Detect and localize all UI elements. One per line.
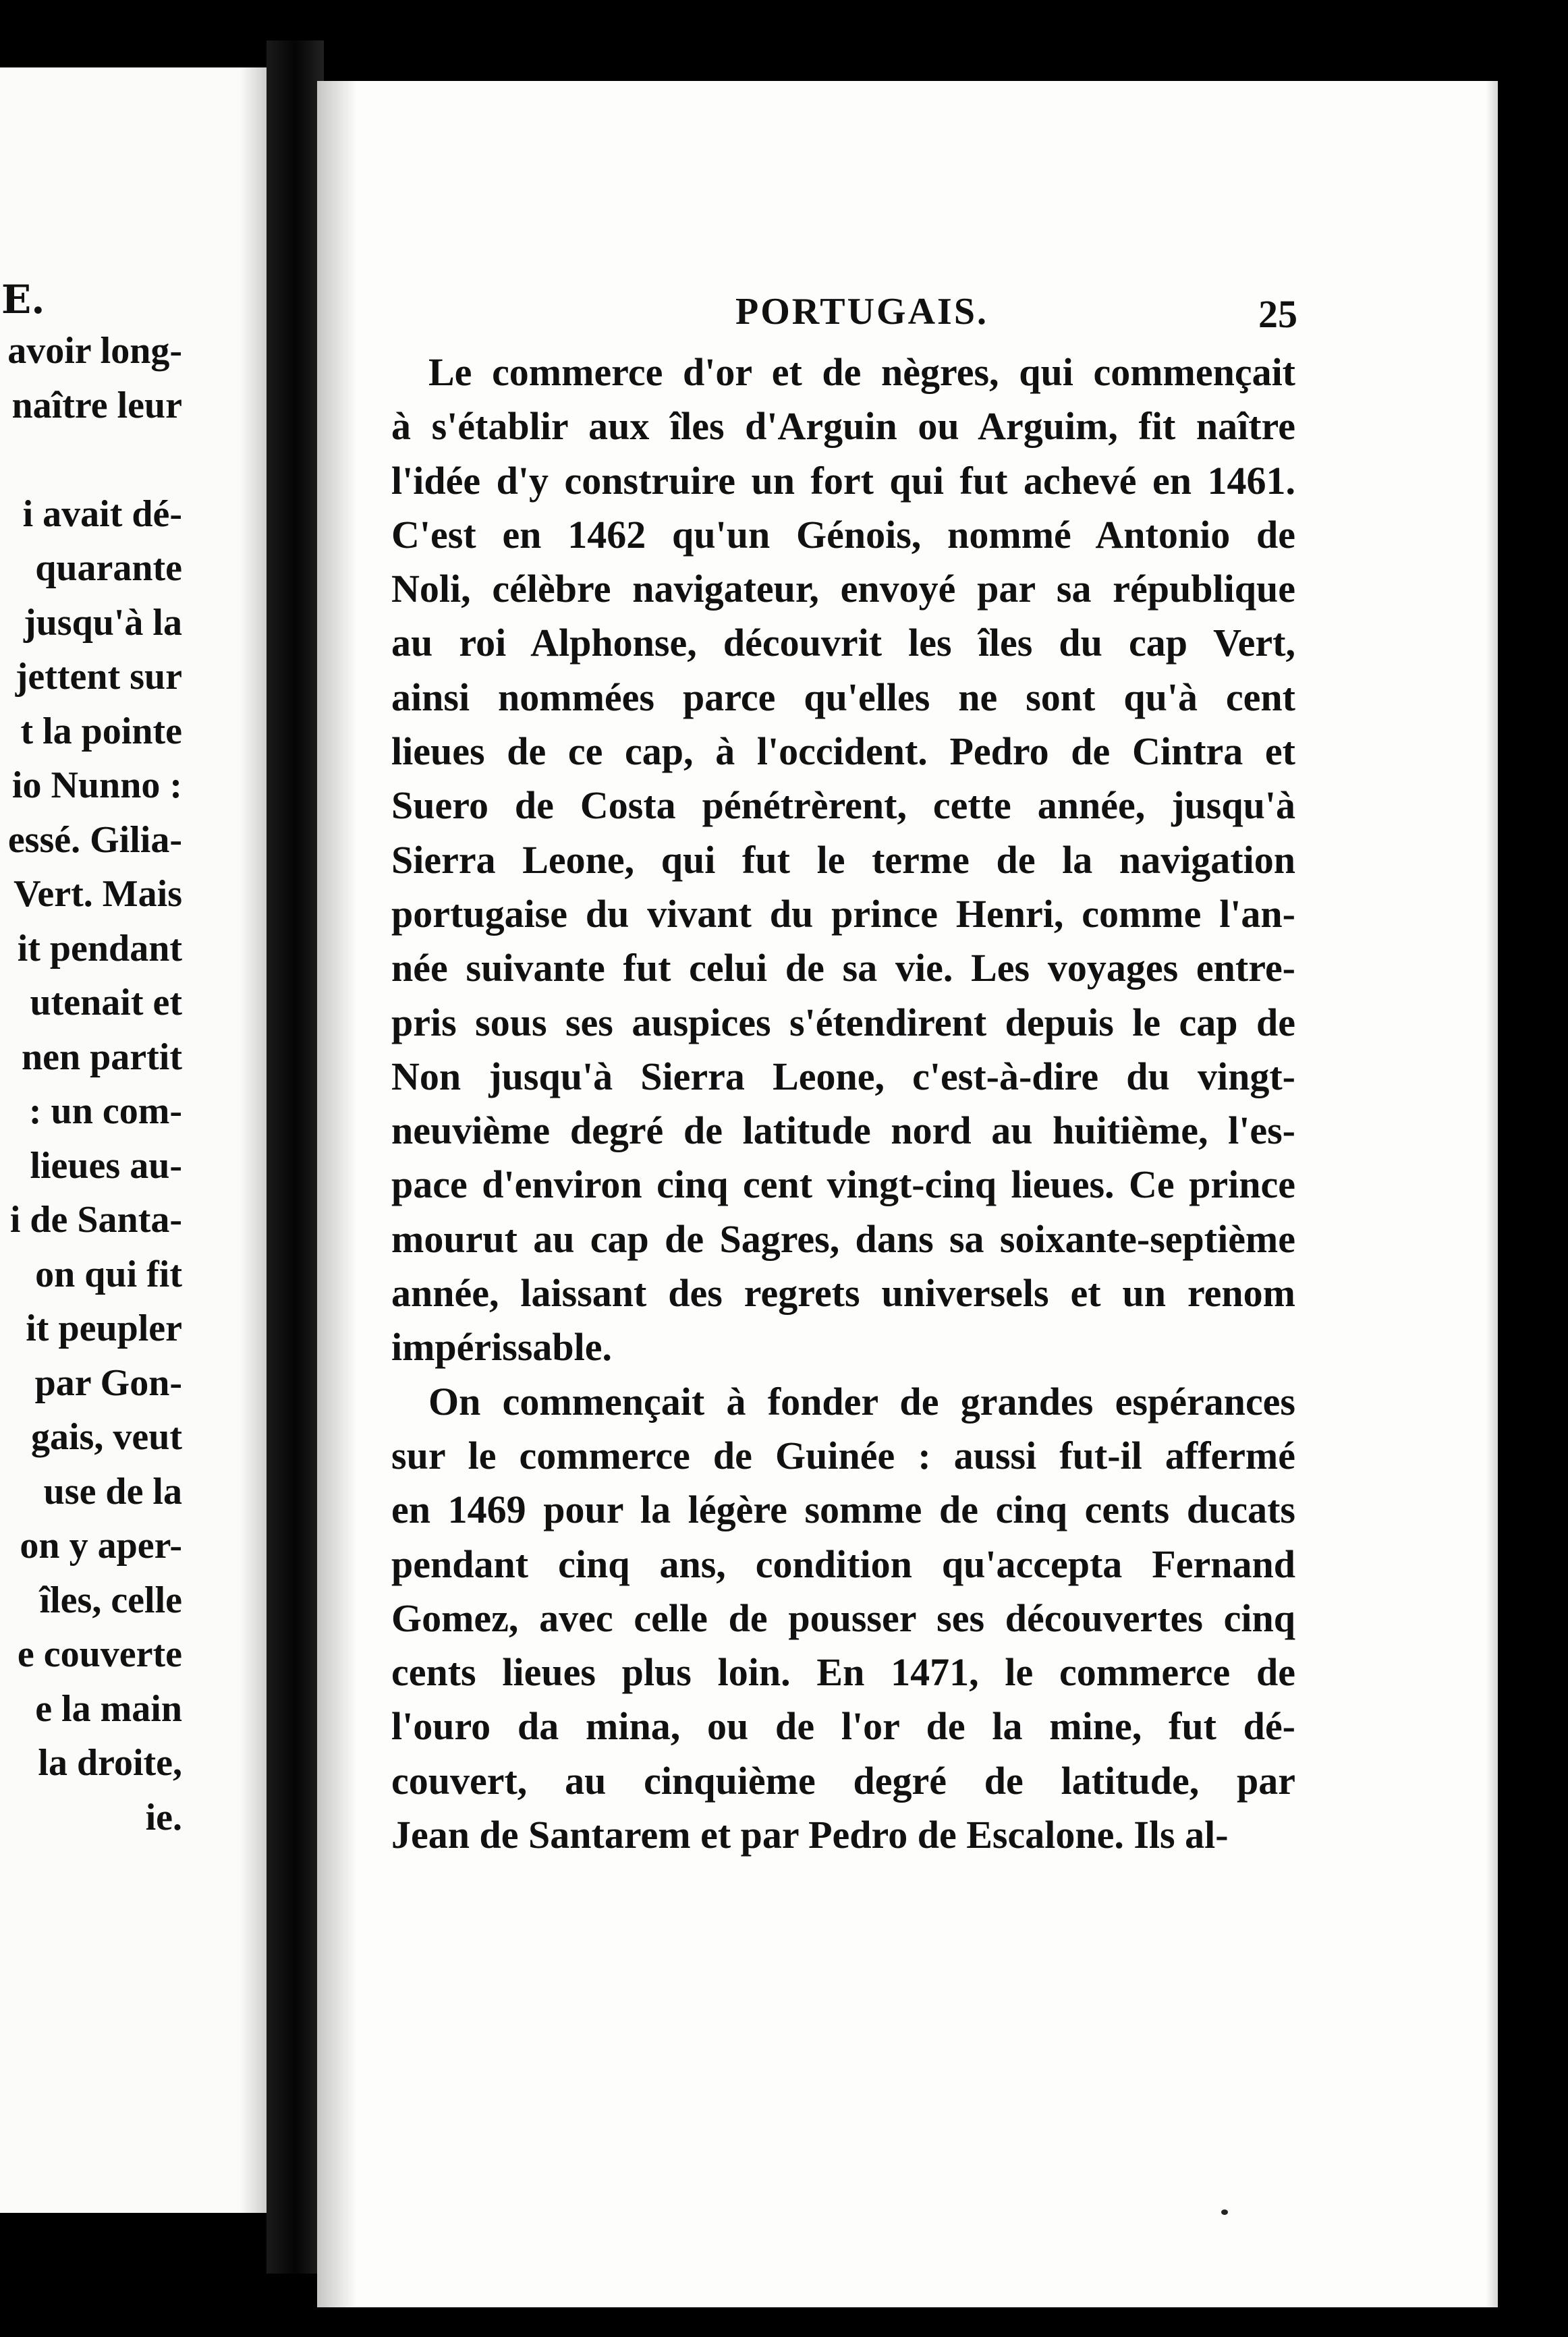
left-page-line bbox=[0, 432, 182, 487]
left-page-line: it peupler bbox=[26, 1307, 182, 1349]
paragraph-line: Noli, célèbre navigateur, envoyé par sa république bbox=[391, 567, 1295, 611]
paragraph-line: l'idée d'y construire un fort qui fut achevé en 1461. bbox=[391, 458, 1295, 503]
paragraph-line: cents lieues plus loin. En 1471, le commerce de bbox=[391, 1650, 1295, 1695]
paragraph-line: au roi Alphonse, découvrit les îles du cap Vert, bbox=[391, 621, 1295, 665]
paragraph-line: Sierra Leone, qui fut le terme de la navigation bbox=[391, 837, 1295, 882]
running-title: PORTUGAIS. bbox=[735, 291, 988, 333]
paragraph-line: pendant cinq ans, condition qu'accepta Fernand bbox=[391, 1542, 1295, 1586]
paragraph-line: Gomez, avec celle de pousser ses découvertes cinq bbox=[391, 1596, 1295, 1640]
left-page-line: on qui fit bbox=[35, 1253, 182, 1295]
left-page-line: e la main bbox=[35, 1687, 182, 1730]
paragraph-line: Suero de Costa pénétrèrent, cette année, jusqu'à bbox=[391, 783, 1295, 828]
left-page-line: jettent sur bbox=[15, 656, 182, 698]
paragraph-line: impérissable. bbox=[391, 1325, 613, 1370]
left-page-line: par Gon- bbox=[34, 1361, 182, 1404]
paragraph-line: Jean de Santarem et par Pedro de Escalone. Ils al- bbox=[391, 1813, 1229, 1857]
left-page-line: lieues au- bbox=[30, 1144, 182, 1187]
left-page-line: avoir long- bbox=[7, 330, 182, 372]
paragraph-2 bbox=[391, 1375, 1295, 1863]
page-number: 25 bbox=[1258, 292, 1297, 336]
ink-speck bbox=[1221, 2209, 1228, 2215]
right-page bbox=[317, 81, 1498, 2307]
right-page-gutter-shadow bbox=[317, 81, 358, 2307]
paragraph-line: née suivante fut celui de sa vie. Les voyages entre- bbox=[391, 946, 1295, 990]
paragraph-line: pris sous ses auspices s'étendirent depuis le cap de bbox=[391, 1000, 1295, 1044]
paragraph-line: année, laissant des regrets universels et un renom bbox=[391, 1271, 1295, 1316]
paragraph-line: l'ouro da mina, ou de l'or de la mine, fut dé- bbox=[391, 1704, 1295, 1749]
left-page-line: ie. bbox=[145, 1796, 182, 1838]
paragraph-line: Non jusqu'à Sierra Leone, c'est-à-dire du vingt- bbox=[391, 1054, 1295, 1098]
left-page-line: gais, veut bbox=[31, 1416, 182, 1458]
book-gutter bbox=[267, 40, 324, 2274]
left-page-line: i avait dé- bbox=[22, 492, 182, 535]
left-page-line: nen partit bbox=[22, 1036, 182, 1078]
paragraph-line: lieues de ce cap, à l'occident. Pedro de Cintra et bbox=[391, 729, 1295, 774]
paragraph-line: sur le commerce de Guinée : aussi fut-il affermé bbox=[391, 1433, 1295, 1477]
left-page bbox=[0, 67, 267, 2213]
right-page-edge bbox=[1486, 81, 1498, 2307]
paragraph-line: portugaise du vivant du prince Henri, comme l'an- bbox=[391, 891, 1295, 936]
left-page-line: quarante bbox=[35, 547, 182, 589]
left-page-line: on y aper- bbox=[20, 1525, 182, 1567]
left-page-line: la droite, bbox=[38, 1742, 182, 1784]
left-page-line: io Nunno : bbox=[11, 764, 182, 806]
body-text bbox=[391, 345, 1295, 1862]
left-page-header: E. bbox=[1, 277, 45, 322]
paragraph-line: neuvième degré de latitude nord au huitième, l'es- bbox=[391, 1108, 1295, 1153]
left-page-line: : un com- bbox=[28, 1090, 182, 1132]
paragraph-line: On commençait à fonder de grandes espérances bbox=[428, 1379, 1295, 1424]
left-page-line: it pendant bbox=[17, 927, 182, 969]
paragraph-line: ainsi nommées parce qu'elles ne sont qu'à cent bbox=[391, 675, 1295, 719]
left-page-line: jusqu'à la bbox=[24, 601, 182, 644]
left-page-line: use de la bbox=[43, 1470, 182, 1513]
left-page-gutter-shadow bbox=[240, 67, 267, 2213]
left-page-line: e couverte bbox=[17, 1633, 182, 1675]
left-page-line: naître leur bbox=[11, 384, 182, 426]
left-page-line: utenait et bbox=[30, 982, 182, 1023]
paragraph-line: pace d'environ cinq cent vingt-cinq lieues. Ce prince bbox=[391, 1162, 1295, 1207]
left-page-line: essé. Gilia- bbox=[7, 818, 182, 861]
left-page-text-fragments bbox=[0, 324, 182, 1845]
left-page-line: Vert. Mais bbox=[13, 873, 182, 915]
paragraph-line: en 1469 pour la légère somme de cinq cents ducats bbox=[391, 1488, 1295, 1532]
left-page-line: i de Santa- bbox=[9, 1199, 182, 1241]
paragraph-line: mourut au cap de Sagres, dans sa soixante-septième bbox=[391, 1216, 1295, 1261]
paragraph-line: Le commerce d'or et de nègres, qui commençait bbox=[428, 350, 1295, 394]
left-page-line: t la pointe bbox=[20, 710, 182, 752]
left-page-line: îles, celle bbox=[39, 1579, 182, 1621]
paragraph-line: à s'établir aux îles d'Arguin ou Arguim, fit naître bbox=[391, 404, 1295, 449]
paragraph-line: couvert, au cinquième degré de latitude, par bbox=[391, 1758, 1295, 1803]
paragraph-line: C'est en 1462 qu'un Génois, nommé Antonio de bbox=[391, 512, 1295, 557]
paragraph-1 bbox=[391, 345, 1295, 1375]
running-head bbox=[317, 290, 1498, 344]
